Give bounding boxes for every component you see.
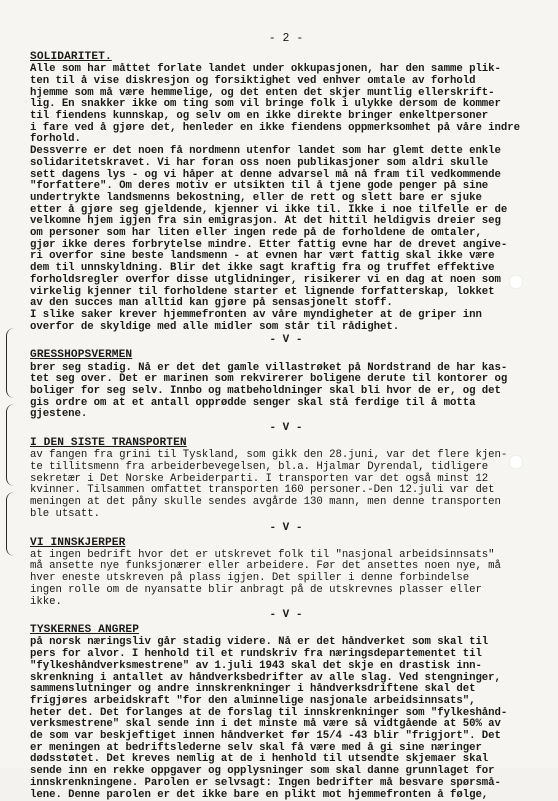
text-line: meningen at det påny skulle sendes avgårde 130 mann, men denne transporten	[30, 496, 501, 509]
text-line: Alle som har måttet forlate landet under okkupasjonen, har den samme plik-	[30, 63, 501, 76]
text-line: etter å gjøre seg gjeldende, kjenner vi ikke til. Ikke i noe tilfelle er de	[30, 203, 508, 216]
section-separator: - V -	[269, 521, 303, 534]
text-line: tet seg over. Det er marinen som rekvirerer boligene derute til kontorer og	[30, 373, 508, 386]
text-line: hjemme som må være hemmelige, og det enten det skjer muntlig ellerskrift-	[30, 86, 495, 99]
text-line: av fangen fra grini til Tyskland, som gikk den 28.juni, var det flere kjen-	[30, 449, 508, 462]
section-innskjerper	[30, 537, 542, 609]
punch-hole-icon	[509, 455, 523, 469]
text-line: te tillitsmenn fra arbeiderbevegelsen, bl.a. Hjalmar Dyrendal, tidligere	[30, 461, 489, 473]
text-line: ble utsatt.	[30, 507, 100, 520]
text-line: gjestene.	[30, 408, 88, 421]
text-line: ikke.	[30, 595, 62, 608]
section-solidaritet	[30, 51, 542, 333]
text-line: "forfattere". Om deres motiv er utsikten til å tjene gode penger på sine	[30, 180, 489, 193]
section-body	[30, 450, 542, 520]
page-number: - 2 -	[268, 32, 304, 45]
text-line: Dessverre er det noen få nordmenn utenfor landet som har glemt dette enkle	[30, 145, 501, 158]
text-line: "fylkeshåndverksmestrene" av 1.juli 1943 skal det skje en drastisk inn-	[30, 659, 482, 672]
text-line: gis ordre om at et antall opprødde senger skal stå ferdige til å motta	[30, 396, 476, 409]
text-line: brer seg stadig. Nå er det det gamle villastrøket på Nordstrand de har kas-	[30, 361, 508, 374]
text-line: av den succes man alltid kan gjøre på sensasjonelt stoff.	[30, 297, 393, 310]
text-line: de som var beskjeftiget innen håndverket før 15/4 -43 blir "frigjort". Det	[30, 730, 501, 743]
text-line: overfor de skyldige med alle midler som står til rådighet.	[30, 320, 400, 333]
text-line: solidaritetskravet. Vi har foran oss noen publikasjoner som aldri skulle	[30, 156, 489, 169]
text-line: at ingen bedrift hvor det er utskrevet folk til "nasjonal arbeidsinnsats"	[30, 548, 495, 561]
text-line: hver eneste utskreven på plass igjen. Det spiller i denne forbindelse	[30, 572, 470, 585]
section-heading: SOLIDARITET.	[30, 51, 112, 63]
section-body	[30, 64, 542, 333]
text-line: ten til å vise diskresjon og forsiktighet ved enhver omtale av forhold	[30, 74, 476, 87]
text-line: verksmestrene" skal sende inn i det minste må være så vidtgående at 50% av	[30, 718, 501, 731]
section-separator: - V -	[269, 422, 303, 435]
text-line: i fare ved å gjøre det, henleder en ikke fiendens oppmerksomhet på våre indre	[30, 121, 520, 134]
text-line: sende inn en rekke oppgaver og opplysninger som skal danne grunnlaget for	[30, 765, 495, 778]
text-line: må ansette nye funksjonærer eller arbeidere. Før det ansettes noen nye, må	[30, 560, 501, 573]
text-line: gjør ikke deres forbrytelse mindre. Etter fattig evne har de drevet angive-	[30, 238, 508, 251]
text-line: på norsk næringsliv går stadig videre. Nå er det håndverket som skal til	[30, 636, 489, 649]
text-line: virkelig kjenner til forholdene starter et lignende forfatterskap, lokket	[30, 285, 495, 298]
text-line: er meningen at bedriftslederne selv skal få være med å gi sine næringer	[30, 741, 482, 754]
text-line: lig. En snakker ikke om ting som vil bringe folk i ulykke dersom de kommer	[30, 98, 501, 111]
text-line: til fiendens kunnskap, og selv om en ikke direkte bringer enkeltpersoner	[30, 110, 489, 123]
text-line: forholdsregler overfor disse utglidninger, risikerer vi en dag at noen som	[30, 273, 501, 286]
text-line: ingen rolle om de nyansatte blir anbragt på de utskrevnes plasser eller	[30, 583, 482, 596]
section-transporten	[30, 437, 542, 520]
text-line: dødsstøtet. Det kreves nemlig at de i henhold til utsendte skjemaer skal	[30, 753, 489, 766]
section-body	[30, 550, 542, 609]
margin-bracket-mark	[6, 404, 19, 486]
margin-bracket-mark	[6, 492, 19, 556]
text-line: boliger for seg selv. Innbo og matbeholdninger skal bli hvor de er, og det	[30, 384, 501, 397]
text-line: skrenkning i antallet av håndverksbedrifter av alle slag. Ved stengninger,	[30, 671, 501, 684]
text-line: sett dagens lys - og vi håper at denne advarsel må nå fram til vedkommende	[30, 168, 501, 181]
text-line: I slike saker krever hjemmefronten av våre myndigheter at de griper inn	[30, 308, 482, 321]
section-heading: I DEN SISTE TRANSPORTEN	[30, 437, 187, 450]
section-heading: GRESSHOPSVERMEN	[30, 349, 133, 362]
text-line: velkomne hjem igjen fra sin emigrasjon. At det hittil heldigvis dreier seg	[30, 215, 501, 228]
text-line: pers for alvor. I henhold til et rundskriv fra næringsdepartementet til	[30, 648, 482, 661]
section-separator: - V -	[269, 609, 303, 622]
text-line: sekretær i Det Norske Arbeiderparti. I transporten var det også minst 12	[30, 472, 489, 485]
text-line: innskrenkningene. Parolen er selvsagt: Ingen bedrifter må besvare spørsmå-	[30, 776, 501, 789]
section-heading: TYSKERNES ANGREP	[30, 624, 140, 637]
text-line: lene. Denne parolen er det ikke bare en plikt mot hjemmefronten å følge,	[30, 788, 489, 801]
section-gresshopsvermen	[30, 349, 542, 421]
text-line: heter det. Det forlanges at de forslag til innskrenkninger som "fylkeshånd-	[30, 706, 508, 719]
section-body	[30, 637, 542, 801]
punch-hole-icon	[509, 275, 523, 289]
section-body	[30, 363, 542, 422]
margin-bracket-mark	[6, 328, 19, 398]
section-heading: VI INNSKJERPER	[30, 536, 126, 549]
text-line: frigjøres arbeidskraft "for den alminnelige nasjonale arbeidsinnsats",	[30, 694, 476, 707]
text-line: ri overfor sine beste landsmenn - at evnen har vært fattig skal ikke være	[30, 250, 495, 263]
text-line: om personer som har liten eller ingen rede på de forholdene de omtaler,	[30, 227, 482, 240]
text-line: forhold.	[30, 133, 81, 146]
text-line: sammenslutninger og andre innskrenkninger i håndverksdriftene skal det	[30, 683, 476, 696]
section-separator: - V -	[269, 334, 303, 347]
text-line: dem til unnskyldning. Blir det ikke sagt kraftig fra og truffet effektive	[30, 262, 495, 275]
section-tyskernes-angrep	[30, 624, 542, 801]
text-line: undertrykte landsmenns bekostning, eller de rett og slett bare er sjuke	[30, 191, 482, 204]
text-line: kvinner. Tilsammen omfattet transporten 160 personer.-Den 12.juli var det	[30, 484, 495, 497]
